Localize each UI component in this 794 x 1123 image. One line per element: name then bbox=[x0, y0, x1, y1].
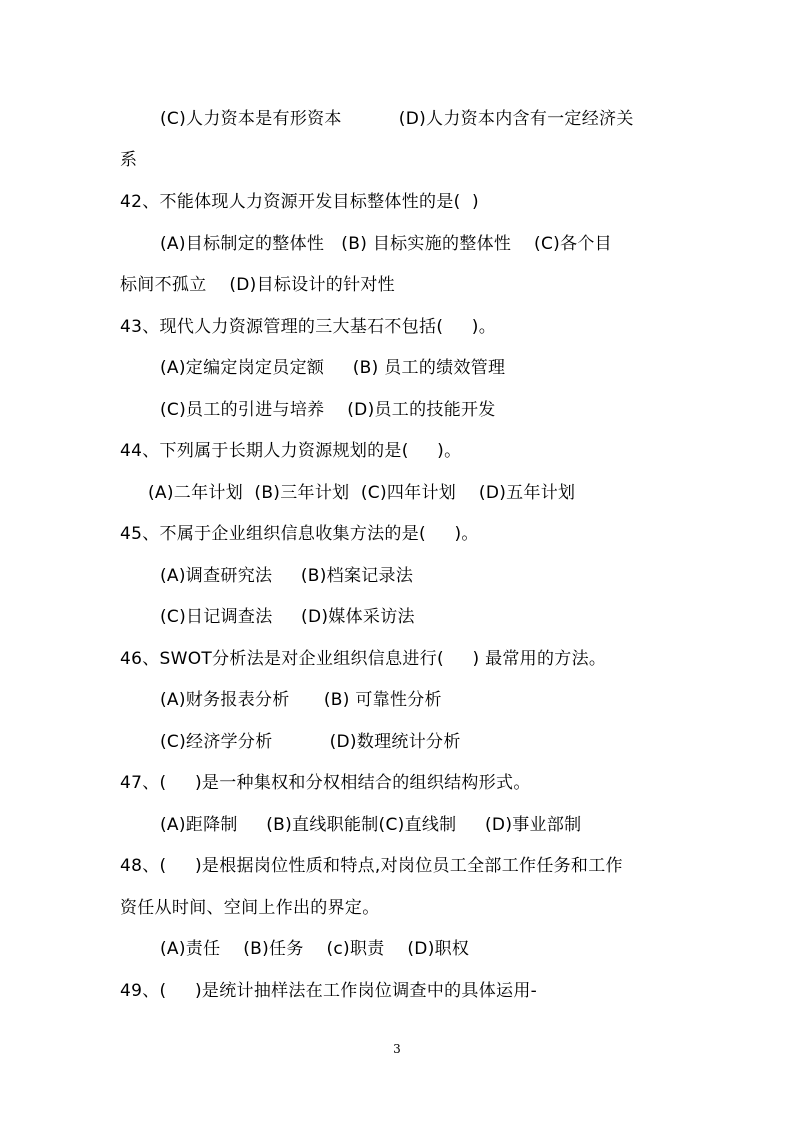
options-46-line-1: (A)财务报表分析 (B) 可靠性分析 bbox=[160, 690, 442, 710]
options-46-line-2: (C)经济学分析 (D)数理统计分析 bbox=[160, 732, 461, 752]
options-43-line-1: (A)定编定岗定员定额 (B) 员工的绩效管理 bbox=[160, 358, 506, 378]
options-43-line-2: (C)员工的引进与培养 (D)员工的技能开发 bbox=[160, 400, 496, 420]
question-48-line-2: 资任从时间、空间上作出的界定。 bbox=[120, 898, 380, 918]
question-43: 43、现代人力资源管理的三大基石不包括( )。 bbox=[120, 317, 497, 337]
options-44: (A)二年计划 (B)三年计划 (C)四年计划 (D)五年计划 bbox=[148, 483, 576, 503]
question-42: 42、不能体现人力资源开发目标整体性的是( ) bbox=[120, 192, 479, 212]
page-number: 3 bbox=[393, 1042, 401, 1056]
question-46: 46、SWOT分析法是对企业组织信息进行( ) 最常用的方法。 bbox=[120, 649, 607, 669]
option-line-41-cd-continued: 系 bbox=[120, 150, 138, 170]
question-47: 47、( )是一种集权和分权相结合的组织结构形式。 bbox=[120, 773, 531, 793]
options-47: (A)距降制 (B)直线职能制(C)直线制 (D)事业部制 bbox=[160, 815, 582, 835]
options-42-line-1: (A)目标制定的整体性 (B) 目标实施的整体性 (C)各个目 bbox=[160, 234, 612, 254]
options-45-line-1: (A)调查研究法 (B)档案记录法 bbox=[160, 566, 414, 586]
question-49: 49、( )是统计抽样法在工作岗位调查中的具体运用- bbox=[120, 981, 538, 1001]
question-48-line-1: 48、( )是根据岗位性质和特点,对岗位员工全部工作任务和工作 bbox=[120, 856, 623, 876]
question-45: 45、不属于企业组织信息收集方法的是( )。 bbox=[120, 524, 479, 544]
options-48: (A)责任 (B)任务 (c)职责 (D)职权 bbox=[160, 939, 470, 959]
question-44: 44、下列属于长期人力资源规划的是( )。 bbox=[120, 441, 462, 461]
options-42-line-2: 标间不孤立 (D)目标设计的针对性 bbox=[120, 275, 395, 295]
options-45-line-2: (C)日记调查法 (D)媒体采访法 bbox=[160, 607, 415, 627]
option-line-41-cd: (C)人力资本是有形资本 (D)人力资本内含有一定经济关 bbox=[160, 109, 634, 129]
